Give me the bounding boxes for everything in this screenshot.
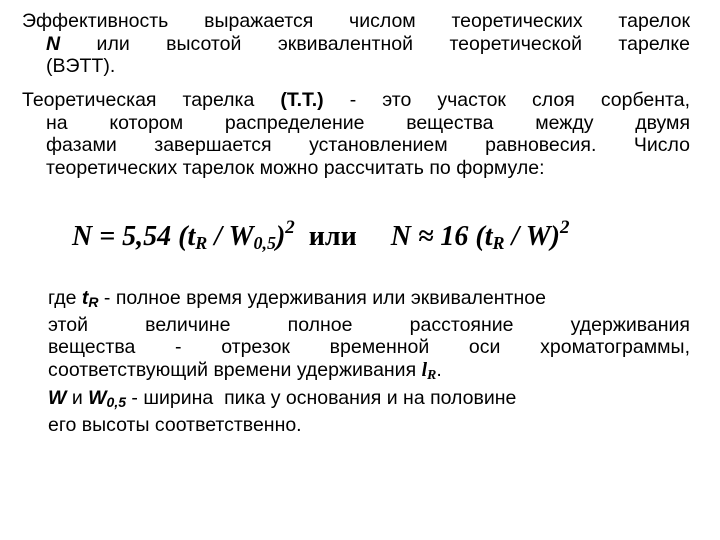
para3-line5 [48,387,690,414]
w05-sub: 0,5 [106,394,127,410]
formula1-sub-w: 0,5 [253,233,276,253]
paragraph-definitions [48,287,690,436]
para2-line1 [22,89,690,112]
para3-line4-end: . [436,358,442,381]
para3-line4 [48,359,690,388]
formula-or: или [308,221,357,252]
w-symbol: W [48,387,67,409]
para2-line3: фазами завершается установлением равновесия. Число [46,134,690,156]
formula1-start: N = 5,54 (t [72,221,196,252]
plate-count-formula [72,217,570,254]
formula2-end: / W) [504,221,560,252]
w05-w: W [88,387,107,409]
tt-abbreviation: (Т.Т.) [280,89,324,111]
paragraph-theoretical-plate [22,89,690,179]
formula1-exponent: 2 [285,217,295,238]
para3-line1-rest: - полное время удерживания или эквивалентное [98,287,546,309]
para3-lead: где [48,287,82,309]
tr-symbol [82,287,99,309]
tr-t: t [81,287,89,309]
para3-line3: вещества - отрезок временной оси хроматограммы, [48,336,690,358]
tr-sub: R [88,294,99,310]
paragraph-efficiency [22,10,690,78]
para1-line1: Эффективность выражается числом теоретических тарелок [22,10,690,32]
lr-sub: R [426,367,437,383]
para3-and: и [66,387,89,409]
para1-line2 [22,33,690,56]
para3-line1 [48,287,690,314]
para1-line2-text: или высотой эквивалентной теоретической тарелке [60,32,690,55]
para3-line4-text: соответствующий времени удерживания [48,358,422,381]
w05-symbol [88,387,126,409]
para2-line1-rest: - это участок слоя сорбента, [323,89,691,111]
para3-line6: его высоты соответственно. [48,413,302,436]
para1-line3: (ВЭТТ). [46,55,116,77]
n-symbol: N [46,32,61,55]
formula1-sub-r: R [195,233,208,253]
para2-line2: на котором распределение вещества между двумя [46,111,690,134]
formula1 [72,217,295,253]
formula2-start: N ≈ 16 (t [390,221,493,252]
para2-lead: Теоретическая тарелка [22,89,281,111]
para3-line5-rest: - ширина пика у основания и на половине [126,387,517,409]
para3-line2: этой величине полное расстояние удерживания [48,313,690,336]
formula1-mid: / W [207,221,254,252]
formula1-end: ) [275,221,286,252]
para2-line4: теоретических тарелок можно рассчитать по формуле: [46,156,545,179]
lr-l: l [421,359,427,381]
formula2 [390,217,570,253]
formula2-sub-r: R [492,233,505,253]
formula2-exponent: 2 [560,217,570,238]
lr-symbol [422,360,437,381]
